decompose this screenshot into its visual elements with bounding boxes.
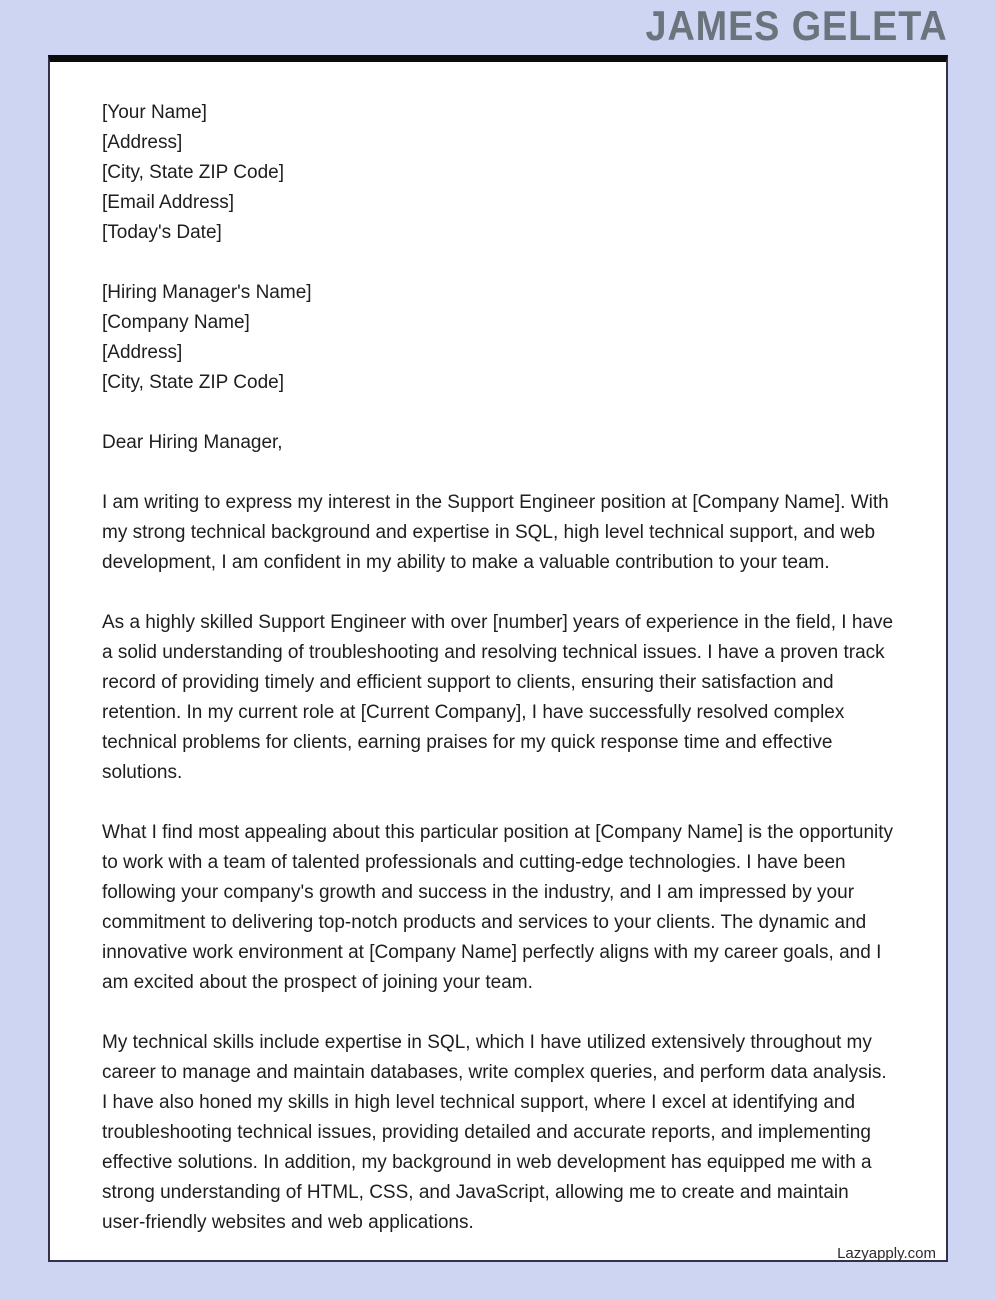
paragraph-skills: My technical skills include expertise in SQL, which I have utilized extensively throughout my career to manage and maintain databases, write complex queries, and perform data analysis. I have also honed my skills in high level technical support, where I excel at identifying and troubleshooting technical issues, providing detailed and accurate reports, and implementing effective solutions. In addition, my background in web development has equipped me with a strong understanding of HTML, CSS, and JavaScript, allowing me to create and maintain user-friendly websites and web applications. [102,1032,887,1233]
sender-address-line: [Address] [102,132,183,153]
paragraph-experience: As a highly skilled Support Engineer with over [number] years of experience in the field, I have a solid understanding of troubleshooting and resolving technical issues. I have a proven track record of providing timely and efficient support to clients, ensuring their satisfaction and retention. In my current role at [Current Company], I have successfully resolved complex technical problems for clients, earning praises for my quick response time and effective solutions. [102,612,894,783]
letterhead [48,0,948,55]
sender-block [102,98,894,248]
recipient-name-line: [Hiring Manager's Name] [102,282,312,303]
letter-page [48,55,948,1262]
sender-email-line: [Email Address] [102,192,234,213]
recipient-block [102,278,894,398]
recipient-company-line: [Company Name] [102,312,250,333]
sender-date-line: [Today's Date] [102,222,222,243]
candidate-name: JAMES GELETA [645,1,948,49]
watermark: Lazyapply.com [837,1245,936,1262]
sender-name-line: [Your Name] [102,102,207,123]
paragraph-motivation: What I find most appealing about this particular position at [Company Name] is the opportunity to work with a team of talented professionals and cutting-edge technologies. I have been following your company's growth and success in the industry, and I am impressed by your commitment to delivering top-notch products and services to your clients. The dynamic and innovative work environment at [Company Name] perfectly aligns with my career goals, and I am excited about the prospect of joining your team. [102,822,894,993]
recipient-city-line: [City, State ZIP Code] [102,372,284,393]
salutation: Dear Hiring Manager, [102,432,283,453]
sender-city-line: [City, State ZIP Code] [102,162,284,183]
paragraph-intro: I am writing to express my interest in the Support Engineer position at [Company Name]. With my strong technical background and expertise in SQL, high level technical support, and web development, I am confident in my ability to make a valuable contribution to your team. [102,492,889,573]
recipient-address-line: [Address] [102,342,183,363]
